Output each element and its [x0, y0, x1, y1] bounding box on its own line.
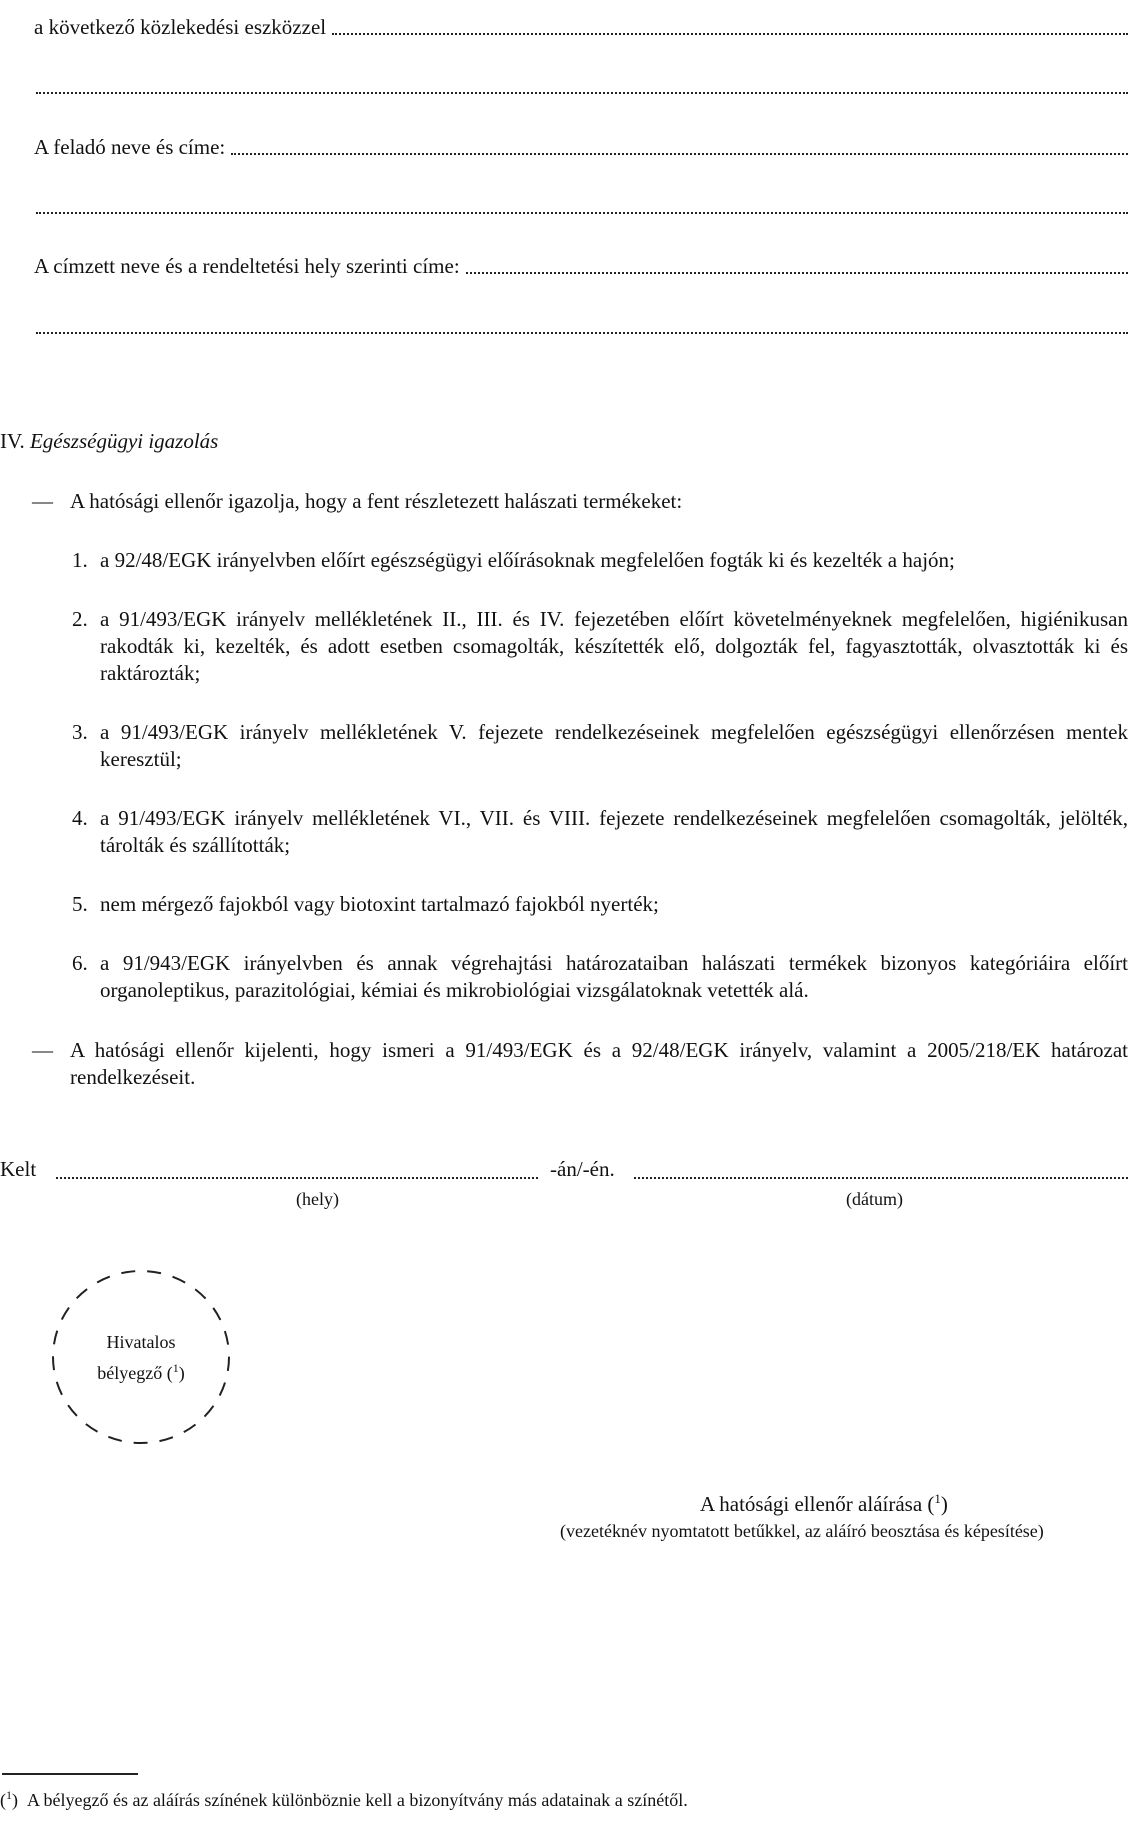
recipient-fill-line	[466, 272, 1128, 274]
section-number: IV.	[0, 429, 25, 453]
transport-label: a következő közlekedési eszközzel	[34, 15, 327, 39]
item-3-number: 3.	[72, 720, 88, 744]
footnote-text: A bélyegző és az aláírás színének különböznie kell a bizonyítvány más adatainak a színétől.	[27, 1790, 688, 1810]
item-1-number: 1.	[72, 548, 88, 572]
footnote-separator	[2, 1773, 138, 1775]
item-1-text: a 92/48/EGK irányelvben előírt egészségügyi előírásoknak megfelelően fogták ki és kezelték a hajón;	[100, 548, 955, 572]
signature-label-close: )	[940, 1492, 948, 1516]
signature-label	[700, 1485, 948, 1518]
recipient-row	[34, 253, 1128, 280]
section-heading	[0, 428, 218, 455]
section-title: Egészségügyi igazolás	[29, 429, 219, 453]
item-5-number: 5.	[72, 892, 88, 916]
place-caption: (hely)	[296, 1189, 339, 1209]
footnote	[0, 1784, 688, 1811]
sender-label: A feladó neve és címe:	[34, 135, 226, 159]
item-4-text: a 91/493/EGK irányelv mellékletének VI., VII. és VIII. fejezete rendelkezéseinek megfelelően csomagolták, jelölték, tárolták és szállították;	[100, 806, 1128, 857]
certification-intro: A hatósági ellenőr igazolja, hogy a fent részletezett halászati termékeket:	[70, 489, 683, 513]
signature-label-text: A hatósági ellenőr aláírása (	[700, 1492, 935, 1516]
stamp-footnote-ref: 1	[172, 1361, 179, 1375]
stamp-line-2-close: )	[178, 1363, 185, 1383]
signature-caption: (vezetéknév nyomtatott betűkkel, az aláíró beosztása és képesítése)	[560, 1521, 1044, 1541]
date-fill-line	[634, 1177, 1128, 1179]
footnote-marker: 1	[6, 1788, 12, 1802]
declaration-dash: —	[32, 1038, 53, 1062]
item-2-number: 2.	[72, 607, 88, 631]
stamp-line-2	[46, 1357, 236, 1384]
intro-dash: —	[32, 489, 53, 513]
transport-fill-line	[332, 33, 1128, 35]
date-caption: (dátum)	[846, 1189, 903, 1209]
recipient-label: A címzett neve és a rendeltetési hely szerinti címe:	[34, 254, 460, 278]
recipient-fill-line-2	[36, 332, 1128, 334]
transport-row	[34, 14, 1128, 41]
sender-fill-line	[231, 153, 1128, 155]
item-4-number: 4.	[72, 806, 88, 830]
transport-fill-line-2	[36, 92, 1128, 94]
place-fill-line	[56, 1177, 538, 1179]
kelt-label: Kelt	[0, 1157, 37, 1181]
footnote-marker-close: )	[12, 1790, 18, 1810]
item-5-text: nem mérgező fajokból vagy biotoxint tartalmazó fajokból nyerték;	[100, 892, 659, 916]
date-suffix: -án/-én.	[550, 1157, 615, 1181]
footnote-marker-open: (	[0, 1790, 6, 1810]
item-6-number: 6.	[72, 951, 88, 975]
item-2-text: a 91/493/EGK irányelv mellékletének II., III. és IV. fejezetében előírt követelményeknek megfelelően, higiénikusan rakodták ki, kezelték, és adott esetben csomagolták, készítették elő, dolgozták fel, fagyasztották, olvasztották ki és raktározták;	[100, 607, 1128, 685]
signature-footnote-ref: 1	[934, 1491, 941, 1506]
item-3-text: a 91/493/EGK irányelv mellékletének V. fejezete rendelkezéseinek megfelelően egészségügyi ellenőrzésen mentek keresztül;	[100, 720, 1128, 771]
stamp-line-1: Hivatalos	[106, 1332, 176, 1352]
stamp-line-2-text: bélyegző (	[97, 1363, 173, 1383]
sender-fill-line-2	[36, 212, 1128, 214]
sender-row	[34, 134, 1128, 161]
item-6-text: a 91/943/EGK irányelvben és annak végrehajtási határozataiban halászati termékek bizonyos kategóriáira előírt organoleptikus, parazitológiai, kémiai és mikrobiológiai vizsgálatoknak vetették alá.	[100, 951, 1128, 1002]
certification-declaration: A hatósági ellenőr kijelenti, hogy ismeri a 91/493/EGK és a 92/48/EGK irányelv, valamint a 2005/218/EK határozat rendelkezéseit.	[70, 1038, 1128, 1089]
